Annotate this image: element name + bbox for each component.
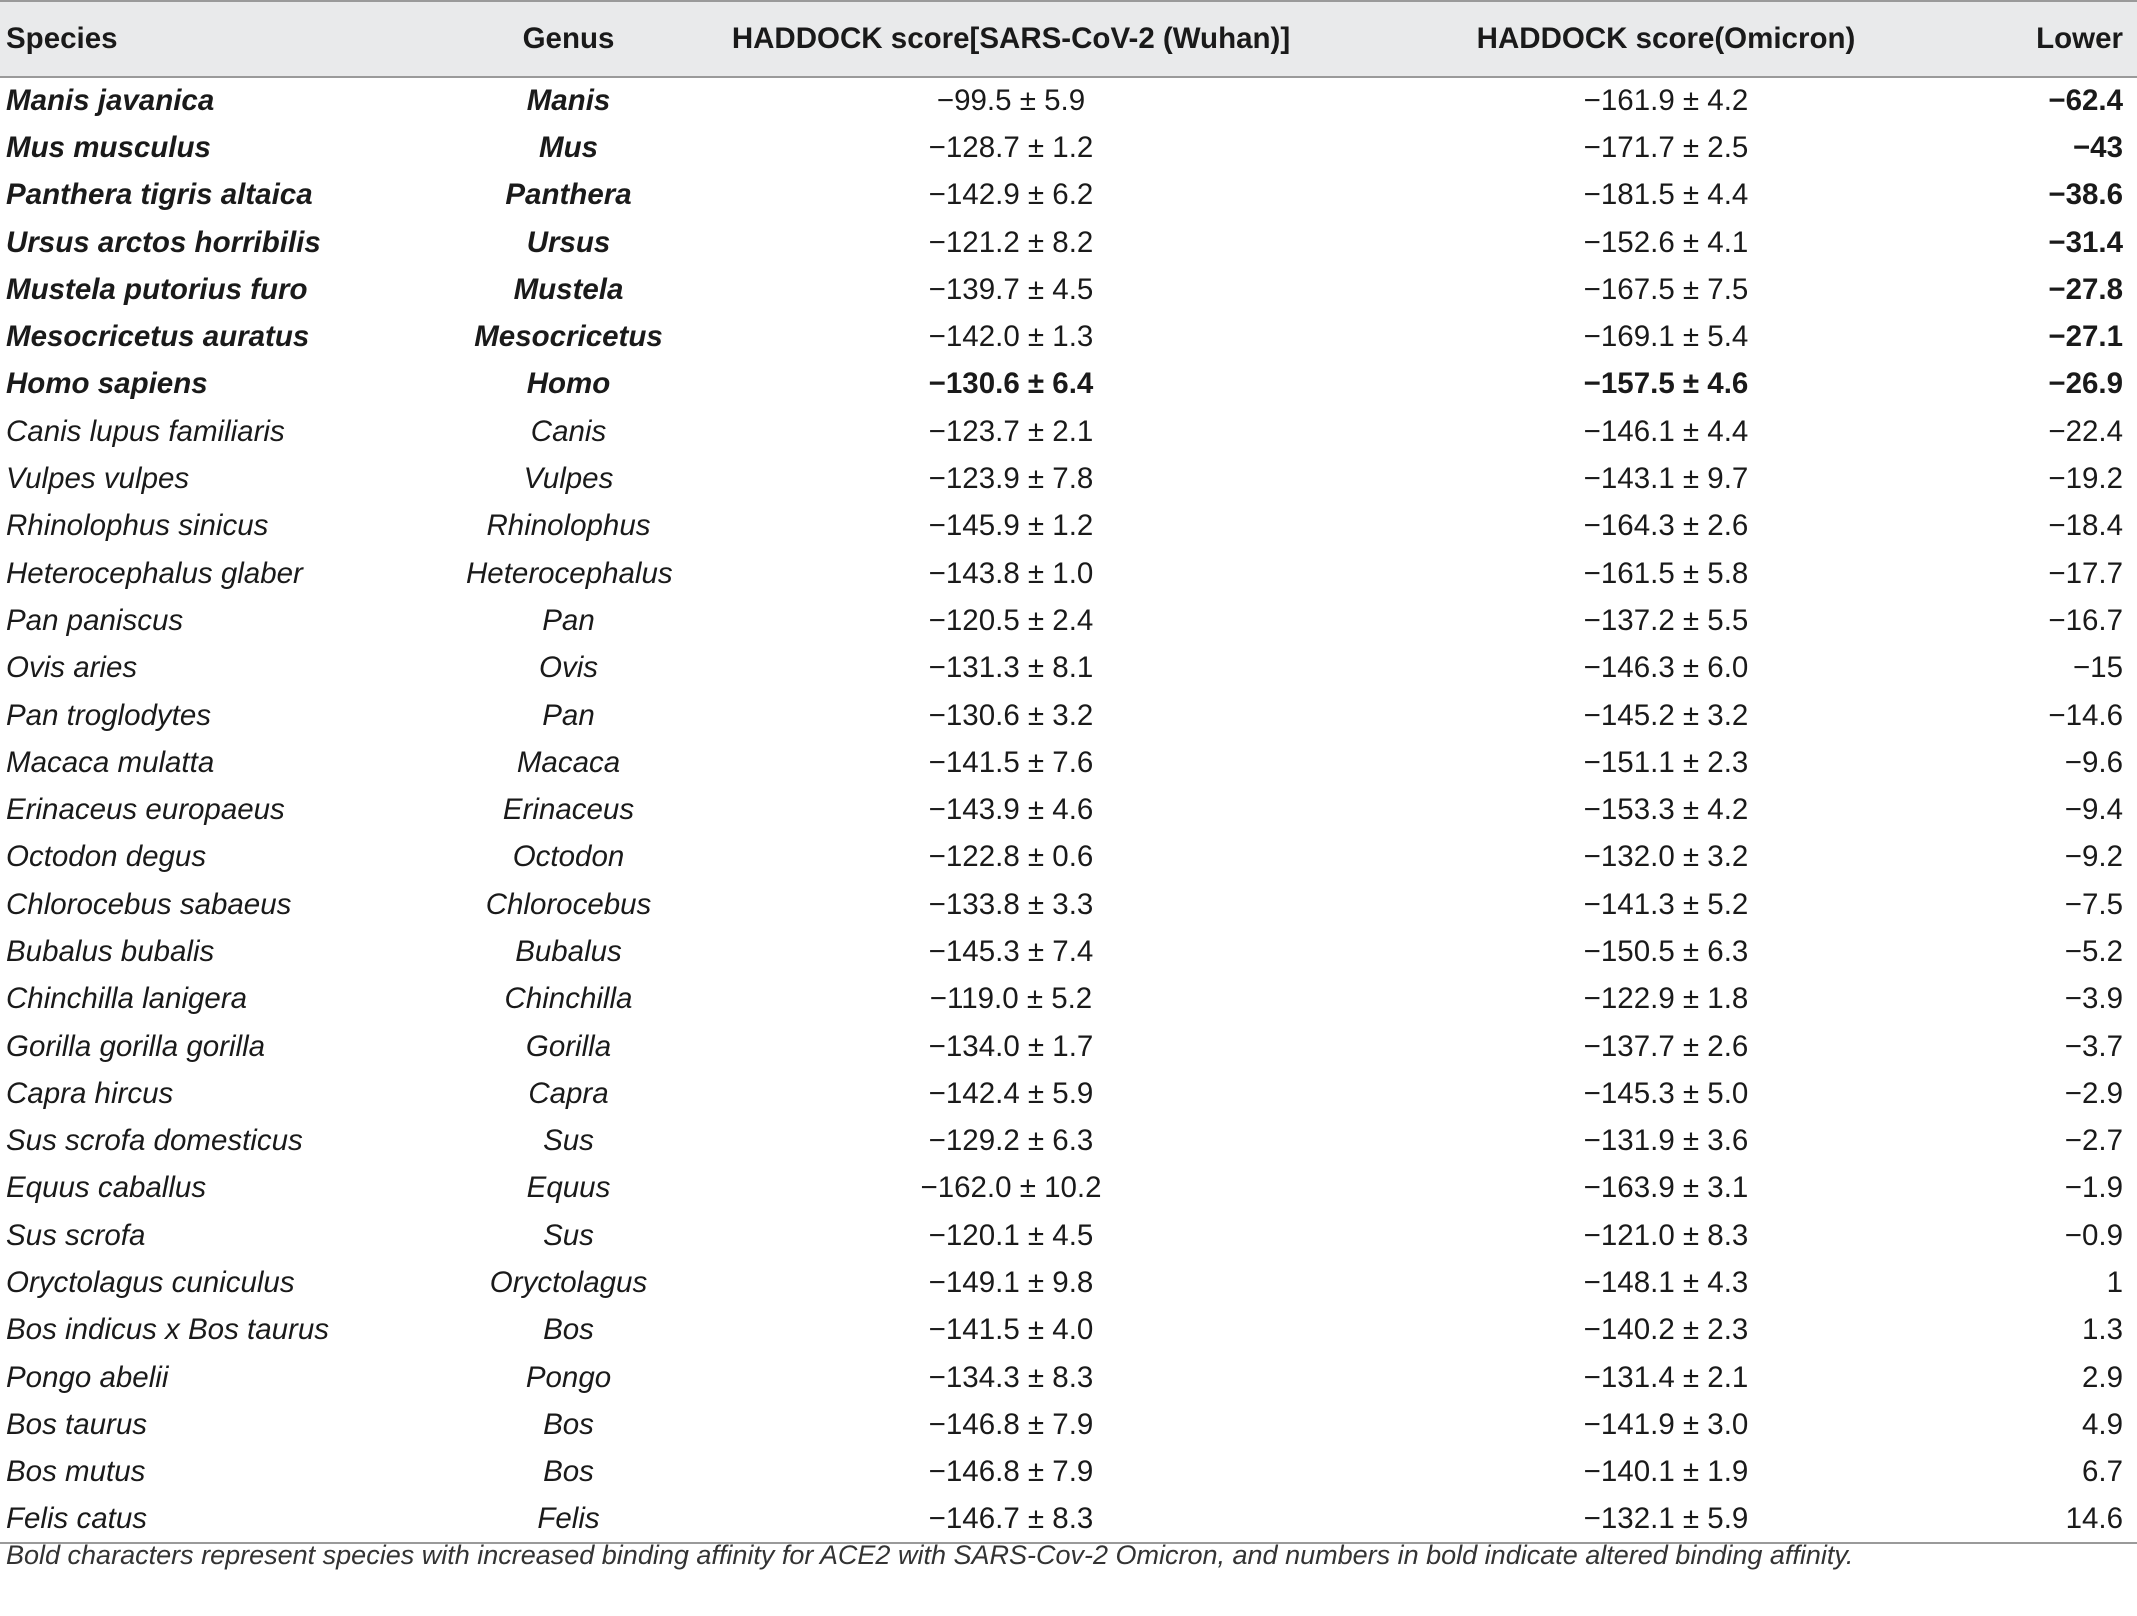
cell-species: Capra hircus (6, 1076, 174, 1110)
cell-wuhan-score: −139.7 ± 4.5 (928, 272, 1094, 306)
table-row (0, 408, 2137, 455)
table-row (0, 1023, 2137, 1070)
cell-lower: −9.4 (2064, 793, 2123, 827)
cell-species: Bos taurus (6, 1407, 148, 1441)
cell-lower: −1.9 (2064, 1171, 2123, 1205)
table-row (0, 645, 2137, 692)
cell-species: Oryctolagus cuniculus (6, 1266, 295, 1300)
cell-lower: −31.4 (2048, 225, 2123, 259)
cell-lower: −2.7 (2064, 1124, 2123, 1158)
table-row (0, 928, 2137, 975)
cell-omicron-score: −161.9 ± 4.2 (1583, 84, 1749, 118)
cell-genus: Bubalus (515, 934, 622, 968)
cell-species: Homo sapiens (6, 367, 208, 401)
cell-lower: −7.5 (2064, 887, 2123, 921)
cell-species: Pan troglodytes (6, 698, 211, 732)
table-row (0, 1449, 2137, 1496)
cell-lower: −19.2 (2048, 462, 2123, 496)
table-row (0, 834, 2137, 881)
cell-wuhan-score: −142.9 ± 6.2 (928, 178, 1094, 212)
cell-omicron-score: −146.3 ± 6.0 (1583, 651, 1749, 685)
cell-genus: Canis (530, 414, 607, 448)
cell-species: Sus scrofa domesticus (6, 1124, 303, 1158)
cell-lower: −15 (2072, 651, 2123, 685)
cell-lower: 14.6 (1981, 1496, 2137, 1543)
table-row (0, 503, 2137, 550)
cell-species: Manis javanica (6, 84, 215, 118)
cell-omicron-score: −140.1 ± 1.9 (1583, 1455, 1749, 1489)
cell-wuhan-score: −129.2 ± 6.3 (928, 1124, 1094, 1158)
cell-genus: Vulpes (523, 462, 614, 496)
cell-lower: −22.4 (2048, 414, 2123, 448)
cell-genus: Sus (543, 1124, 594, 1158)
cell-lower: −9.6 (2064, 745, 2123, 779)
table-row (0, 692, 2137, 739)
cell-omicron-score: −121.0 ± 8.3 (1583, 1218, 1749, 1252)
table-row (0, 881, 2137, 928)
cell-wuhan-score: −149.1 ± 9.8 (928, 1266, 1094, 1300)
cell-omicron-score: −164.3 ± 2.6 (1583, 509, 1749, 543)
header-omicron-score: HADDOCK score(Omicron) (1351, 1, 1981, 77)
cell-genus: Homo (526, 367, 611, 401)
cell-genus: Chlorocebus (485, 887, 652, 921)
cell-wuhan-score: −141.5 ± 7.6 (928, 745, 1094, 779)
cell-omicron-score: −157.5 ± 4.6 (1583, 367, 1749, 401)
cell-lower: −2.9 (2064, 1076, 2123, 1110)
cell-genus: Equus (526, 1171, 611, 1205)
cell-omicron-score: −122.9 ± 1.8 (1583, 982, 1749, 1016)
cell-genus: Ovis (539, 651, 598, 685)
cell-genus: Erinaceus (502, 793, 635, 827)
cell-genus: Bos (543, 1407, 594, 1441)
cell-omicron-score: −161.5 ± 5.8 (1583, 556, 1749, 590)
cell-genus: Octodon (512, 840, 625, 874)
cell-lower: −26.9 (2048, 367, 2123, 401)
cell-species: Sus scrofa (6, 1218, 146, 1252)
cell-wuhan-score: −123.9 ± 7.8 (928, 462, 1094, 496)
table-header (0, 1, 2137, 77)
cell-lower: −5.2 (2064, 934, 2123, 968)
cell-species: Erinaceus europaeus (6, 793, 285, 827)
cell-species: Panthera tigris altaica (6, 178, 313, 212)
cell-genus: Macaca (516, 745, 621, 779)
cell-genus: Pan (542, 603, 595, 637)
table-row (0, 219, 2137, 266)
table-row (0, 1307, 2137, 1354)
cell-lower: −0.9 (2064, 1218, 2123, 1252)
cell-species: Ursus arctos horribilis (6, 225, 321, 259)
cell-species: Mesocricetus auratus (6, 320, 310, 354)
cell-wuhan-score: −145.9 ± 1.2 (928, 509, 1094, 543)
header-species: Species (0, 1, 466, 77)
cell-wuhan-score: −146.8 ± 7.9 (928, 1455, 1094, 1489)
cell-species: Pan paniscus (6, 603, 184, 637)
cell-lower: −3.7 (2064, 1029, 2123, 1063)
cell-species: Bos mutus (6, 1455, 146, 1489)
cell-lower: −17.7 (2048, 556, 2123, 590)
cell-genus: Mustela (513, 272, 624, 306)
cell-wuhan-score: −133.8 ± 3.3 (928, 887, 1094, 921)
cell-species: Ovis aries (6, 651, 138, 685)
cell-wuhan-score: −134.3 ± 8.3 (928, 1360, 1094, 1394)
cell-wuhan-score: −130.6 ± 3.2 (928, 698, 1094, 732)
table-footnote: Bold characters represent species with increased binding affinity for ACE2 with SARS-Cov-2 Omicron, and numbers in bold indicate altered binding affinity. (6, 1540, 1854, 1570)
cell-wuhan-score: −143.8 ± 1.0 (928, 556, 1094, 590)
cell-wuhan-score: −119.0 ± 5.2 (929, 982, 1093, 1016)
cell-wuhan-score: −122.8 ± 0.6 (928, 840, 1094, 874)
cell-wuhan-score: −146.8 ± 7.9 (928, 1407, 1094, 1441)
cell-lower: 1.3 (2081, 1313, 2123, 1347)
cell-lower: −62.4 (2048, 84, 2123, 118)
cell-wuhan-score: −130.6 ± 6.4 (928, 367, 1094, 401)
cell-omicron-score: −141.9 ± 3.0 (1583, 1407, 1749, 1441)
cell-omicron-score: −146.1 ± 4.4 (1583, 414, 1749, 448)
cell-wuhan-score: −142.0 ± 1.3 (928, 320, 1094, 354)
cell-lower: 6.7 (2081, 1455, 2123, 1489)
header-wuhan-score: HADDOCK score[SARS-CoV-2 (Wuhan)] (671, 1, 1351, 77)
cell-omicron-score: −152.6 ± 4.1 (1583, 225, 1749, 259)
cell-species: Octodon degus (6, 840, 207, 874)
cell-genus: Heterocephalus (466, 556, 673, 590)
cell-omicron-score: −141.3 ± 5.2 (1583, 887, 1749, 921)
cell-wuhan-score: −120.1 ± 4.5 (928, 1218, 1094, 1252)
cell-lower: −27.1 (2048, 320, 2123, 354)
cell-lower: −43 (2072, 130, 2123, 164)
table-row (0, 1401, 2137, 1448)
cell-lower: −3.9 (2064, 982, 2123, 1016)
cell-lower: −18.4 (2048, 509, 2123, 543)
cell-lower: −16.7 (2048, 603, 2123, 637)
cell-species: Rhinolophus sinicus (6, 509, 269, 543)
cell-omicron-score: −151.1 ± 2.3 (1583, 745, 1749, 779)
cell-omicron-score: −163.9 ± 3.1 (1583, 1171, 1749, 1205)
cell-wuhan-score: −128.7 ± 1.2 (928, 130, 1094, 164)
table-row (0, 1354, 2137, 1401)
cell-genus: Pongo (525, 1360, 612, 1394)
cell-genus: Gorilla (525, 1029, 612, 1063)
cell-omicron-score: −140.2 ± 2.3 (1583, 1313, 1749, 1347)
cell-omicron-score: −148.1 ± 4.3 (1583, 1266, 1749, 1300)
table-row (0, 455, 2137, 502)
header-row (0, 1, 2137, 77)
cell-species: Pongo abelii (6, 1360, 169, 1394)
table-row (0, 1070, 2137, 1117)
table-row (0, 786, 2137, 833)
cell-genus: Sus (543, 1218, 594, 1252)
cell-species: Mus musculus (6, 130, 211, 164)
cell-wuhan-score: −143.9 ± 4.6 (928, 793, 1094, 827)
cell-omicron-score: −131.4 ± 2.1 (1583, 1360, 1749, 1394)
cell-omicron-score: −137.7 ± 2.6 (1583, 1029, 1749, 1063)
cell-species: Gorilla gorilla gorilla (6, 1029, 266, 1063)
cell-lower: −38.6 (2048, 178, 2123, 212)
cell-genus: Bos (543, 1313, 594, 1347)
cell-wuhan-score: −120.5 ± 2.4 (928, 603, 1094, 637)
cell-omicron-score: −132.1 ± 5.9 (1351, 1496, 1981, 1543)
cell-lower: 4.9 (2081, 1407, 2123, 1441)
table-row (0, 313, 2137, 360)
cell-omicron-score: −137.2 ± 5.5 (1583, 603, 1749, 637)
cell-omicron-score: −167.5 ± 7.5 (1583, 272, 1749, 306)
cell-genus: Capra (528, 1076, 609, 1110)
cell-genus: Manis (526, 84, 611, 118)
cell-species: Vulpes vulpes (6, 462, 190, 496)
table-row (0, 976, 2137, 1023)
cell-wuhan-score: −134.0 ± 1.7 (928, 1029, 1094, 1063)
table-row (0, 361, 2137, 408)
cell-wuhan-score: −142.4 ± 5.9 (928, 1076, 1094, 1110)
cell-omicron-score: −145.2 ± 3.2 (1583, 698, 1749, 732)
cell-species: Canis lupus familiaris (6, 414, 285, 448)
cell-lower: −9.2 (2064, 840, 2123, 874)
cell-omicron-score: −145.3 ± 5.0 (1583, 1076, 1749, 1110)
cell-genus: Panthera (505, 178, 632, 212)
cell-wuhan-score: −123.7 ± 2.1 (928, 414, 1094, 448)
cell-omicron-score: −153.3 ± 4.2 (1583, 793, 1749, 827)
cell-omicron-score: −171.7 ± 2.5 (1583, 130, 1749, 164)
table-row (0, 124, 2137, 171)
cell-omicron-score: −143.1 ± 9.7 (1583, 462, 1749, 496)
table-row (0, 1118, 2137, 1165)
cell-wuhan-score: −99.5 ± 5.9 (936, 84, 1086, 118)
cell-genus: Chinchilla (504, 982, 633, 1016)
cell-species: Macaca mulatta (6, 745, 215, 779)
cell-species: Felis catus (0, 1496, 466, 1543)
cell-wuhan-score: −121.2 ± 8.2 (928, 225, 1094, 259)
cell-genus: Rhinolophus (486, 509, 651, 543)
header-lower: Lower (1981, 1, 2137, 77)
cell-genus: Oryctolagus (489, 1266, 648, 1300)
cell-wuhan-score: −141.5 ± 4.0 (928, 1313, 1094, 1347)
cell-wuhan-score: −145.3 ± 7.4 (928, 934, 1094, 968)
cell-omicron-score: −132.0 ± 3.2 (1583, 840, 1749, 874)
table-row (0, 1212, 2137, 1259)
table-row (0, 1165, 2137, 1212)
table-row (0, 550, 2137, 597)
cell-genus: Felis (466, 1496, 671, 1543)
cell-omicron-score: −131.9 ± 3.6 (1583, 1124, 1749, 1158)
cell-species: Heterocephalus glaber (6, 556, 303, 590)
cell-species: Chinchilla lanigera (6, 982, 248, 1016)
cell-lower: −27.8 (2048, 272, 2123, 306)
cell-lower: 2.9 (2081, 1360, 2123, 1394)
table-row (0, 77, 2137, 124)
table-row (0, 266, 2137, 313)
cell-genus: Ursus (526, 225, 611, 259)
cell-omicron-score: −181.5 ± 4.4 (1583, 178, 1749, 212)
cell-lower: −14.6 (2048, 698, 2123, 732)
table-body (0, 77, 2137, 1543)
table-row (0, 597, 2137, 644)
cell-wuhan-score: −131.3 ± 8.1 (928, 651, 1094, 685)
table-row (0, 1259, 2137, 1306)
table-row (0, 739, 2137, 786)
table-row (0, 172, 2137, 219)
cell-wuhan-score: −162.0 ± 10.2 (920, 1171, 1102, 1205)
cell-genus: Pan (542, 698, 595, 732)
cell-lower: 1 (2106, 1266, 2123, 1300)
cell-species: Bubalus bubalis (6, 934, 215, 968)
header-genus: Genus (466, 1, 671, 77)
table-row (0, 1496, 2137, 1543)
cell-genus: Bos (543, 1455, 594, 1489)
cell-genus: Mesocricetus (474, 320, 663, 354)
cell-omicron-score: −169.1 ± 5.4 (1583, 320, 1749, 354)
cell-species: Bos indicus x Bos taurus (6, 1313, 330, 1347)
cell-wuhan-score: −146.7 ± 8.3 (671, 1496, 1351, 1543)
cell-species: Chlorocebus sabaeus (6, 887, 292, 921)
cell-omicron-score: −150.5 ± 6.3 (1583, 934, 1749, 968)
cell-genus: Mus (539, 130, 598, 164)
cell-species: Mustela putorius furo (6, 272, 308, 306)
cell-species: Equus caballus (6, 1171, 207, 1205)
